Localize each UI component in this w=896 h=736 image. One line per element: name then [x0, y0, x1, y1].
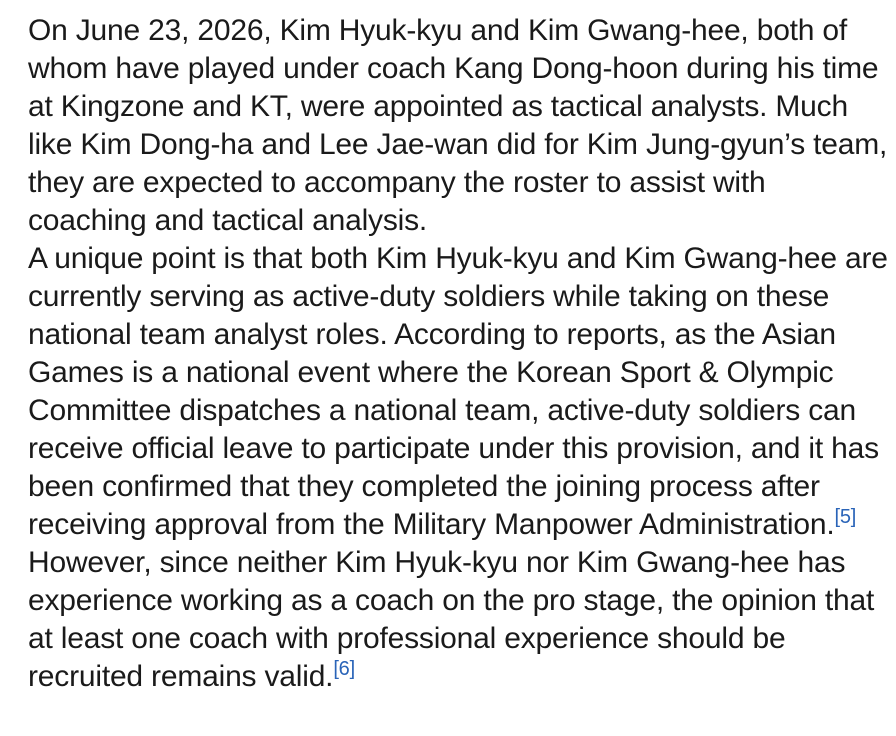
paragraph-text: A unique point is that both Kim Hyuk-kyu and Kim Gwang-hee are currently serving as active-duty soldiers while taking on these national team analyst roles. According to reports, as the Asian Games is a national event where the Korean Sport & Olympic Committee dispatches a national team, active-duty soldiers can receive official leave to participate under this provision, and it has been confirmed that they completed the joining process after receiving approval from the Military Manpower Administration. — [28, 242, 888, 541]
paragraph-text: On June 23, 2026, Kim Hyuk-kyu and Kim Gwang-hee, both of whom have played under coach Kang Dong-hoon during his time at Kingzone and KT, were appointed as tactical analysts. Much like Kim Dong-ha and Lee Jae-wan did for Kim Jung-gyun’s team, they are expected to accompany the roster to assist with coaching and tactical analysis. — [28, 14, 888, 237]
reference-link-5[interactable]: [5] — [834, 506, 857, 528]
paragraph-appointment — [28, 12, 888, 240]
paragraph-text: However, since neither Kim Hyuk-kyu nor Kim Gwang-hee has experience working as a coach on the pro stage, the opinion that at least one coach with professional experience should be recruited remains valid. — [28, 546, 875, 693]
paragraph-active-duty — [28, 240, 888, 696]
reference-link-6[interactable]: [6] — [333, 658, 355, 680]
article-body — [28, 12, 888, 696]
